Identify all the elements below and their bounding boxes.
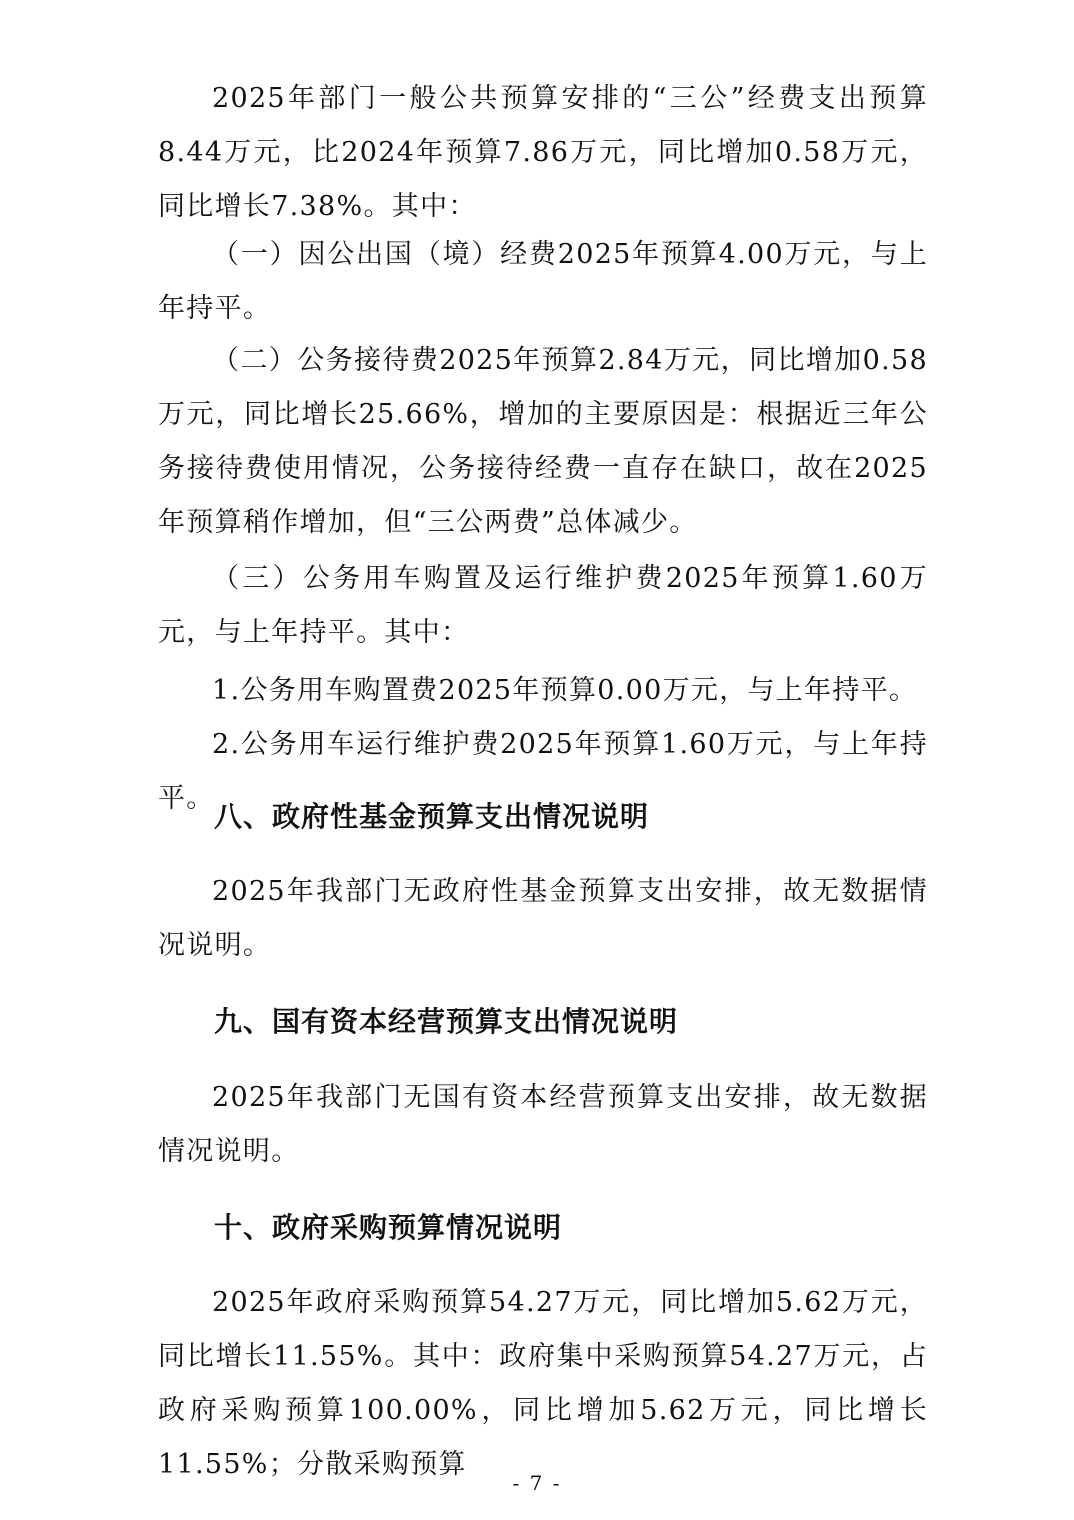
section-body-government-fund: 2025年我部门无政府性基金预算支出安排，故无数据情况说明。 [158, 876, 928, 961]
page-number: - 7 - [512, 1471, 562, 1495]
section-body-state-capital: 2025年我部门无国有资本经营预算支出安排，故无数据情况说明。 [158, 1082, 928, 1167]
paragraph-vehicle-maintenance: 2.公务用车运行维护费2025年预算1.60万元，与上年持平。 [158, 729, 928, 814]
paragraph-vehicles: （三）公务用车购置及运行维护费2025年预算1.60万元，与上年持平。其中： [158, 563, 928, 648]
paragraph-sangong-summary: 2025年部门一般公共预算安排的“三公”经费支出预算8.44万元，比2024年预算7.86万元，同比增加0.58万元，同比增长7.38%。其中： [158, 83, 928, 222]
paragraph-vehicle-purchase: 1.公务用车购置费2025年预算0.00万元，与上年持平。 [212, 675, 918, 706]
paragraph-overseas-travel: （一）因公出国（境）经费2025年预算4.00万元，与上年持平。 [158, 239, 928, 324]
section-heading-state-capital: 九、国有资本经营预算支出情况说明 [214, 1005, 679, 1038]
section-heading-government-fund: 八、政府性基金预算支出情况说明 [214, 800, 650, 833]
section-body-procurement: 2025年政府采购预算54.27万元，同比增加5.62万元，同比增长11.55%。其中：政府集中采购预算54.27万元，占政府采购预算100.00%，同比增加5.62万元，同比增长11.55%；分散采购预算 [158, 1287, 928, 1480]
paragraph-reception: （二）公务接待费2025年预算2.84万元，同比增加0.58万元，同比增长25.66%，增加的主要原因是：根据近三年公务接待费使用情况，公务接待经费一直存在缺口，故在2025年预算稍作增加，但“三公两费”总体减少。 [158, 345, 928, 538]
section-heading-procurement: 十、政府采购预算情况说明 [214, 1211, 563, 1244]
